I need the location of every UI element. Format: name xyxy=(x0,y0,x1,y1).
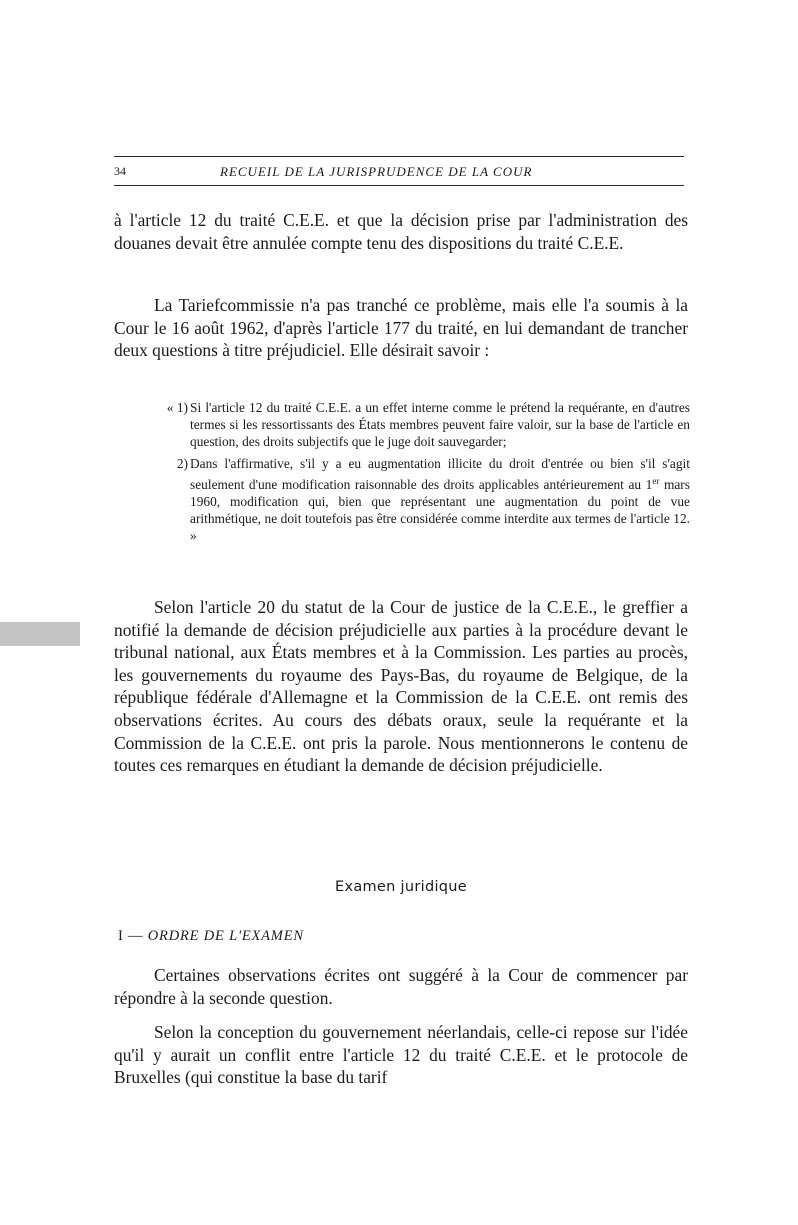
subsection-numeral: I — xyxy=(118,928,148,944)
section-title: Examen juridique xyxy=(334,879,468,895)
question-2-number: 2) xyxy=(176,456,188,472)
question-2-text-a: Dans l'affirmative, s'il y a eu augmentation illicite du droit d'entrée ou bien s'il s'agit seulement d'une modification raisonnable des droits applicables antérieurement au 1 xyxy=(190,456,690,493)
header-bottom-rule xyxy=(114,185,684,186)
question-2 xyxy=(150,456,690,544)
quoted-questions xyxy=(150,400,690,544)
page-number: 34 xyxy=(114,164,126,178)
superscript-er: er xyxy=(652,476,660,487)
margin-marker xyxy=(0,622,80,646)
paragraph-4: Certaines observations écrites ont suggéré à la Cour de commencer par répondre à la seconde question. xyxy=(114,965,688,1008)
paragraph-2: La Tariefcommissie n'a pas tranché ce problème, mais elle l'a soumis à la Cour le 16 août 1962, d'après l'article 177 du traité, en lui demandant de trancher deux questions à titre préjudiciel. Elle désirait savoir : xyxy=(114,295,688,361)
paragraph-3: Selon l'article 20 du statut de la Cour de justice de la C.E.E., le greffier a notifié la demande de décision préjudicielle aux parties à la procédure devant le tribunal national, aux États membres et à la Commission. Les parties au procès, les gouvernements du royaume des Pays-Bas, du royaume de Belgique, de la république fédérale d'Allemagne et la Commission de la C.E.E. ont remis des observations écrites. Au cours des débats oraux, seule la requérante et la Commission de la C.E.E. ont pris la parole. Nous mentionnerons le contenu de toutes ces remarques en étudiant la demande de décision préjudicielle. xyxy=(114,597,688,776)
subsection-title: ORDRE DE L'EXAMEN xyxy=(147,928,304,944)
paragraph-1: à l'article 12 du traité C.E.E. et que la décision prise par l'administration des douanes devait être annulée compte tenu des dispositions du traité C.E.E. xyxy=(114,210,688,253)
subsection-heading xyxy=(118,928,304,945)
header-top-rule xyxy=(114,156,684,157)
question-1-text: Si l'article 12 du traité C.E.E. a un effet interne comme le prétend la requérante, en d'autres termes si les ressortissants des États membres peuvent faire valoir, sur la base de l'article en question, des droits subjectifs que le juge doit sauvegarder; xyxy=(190,400,690,449)
question-1-number: « 1) xyxy=(166,400,188,415)
paragraph-5: Selon la conception du gouvernement néerlandais, celle-ci repose sur l'idée qu'il y aurait un conflit entre l'article 12 du traité C.E.E. et le protocole de Bruxelles (qui constitue la base du tarif xyxy=(114,1022,688,1088)
running-title: RECUEIL DE LA JURISPRUDENCE DE LA COUR xyxy=(220,164,533,179)
running-header xyxy=(114,162,684,182)
question-2-text-b: mars 1960, modification qui, bien que représentant une augmentation du point de vue arithmétique, ne doit toutefois pas être considérée comme interdite aux termes de l'article 12. » xyxy=(190,477,690,543)
question-1 xyxy=(150,400,690,450)
